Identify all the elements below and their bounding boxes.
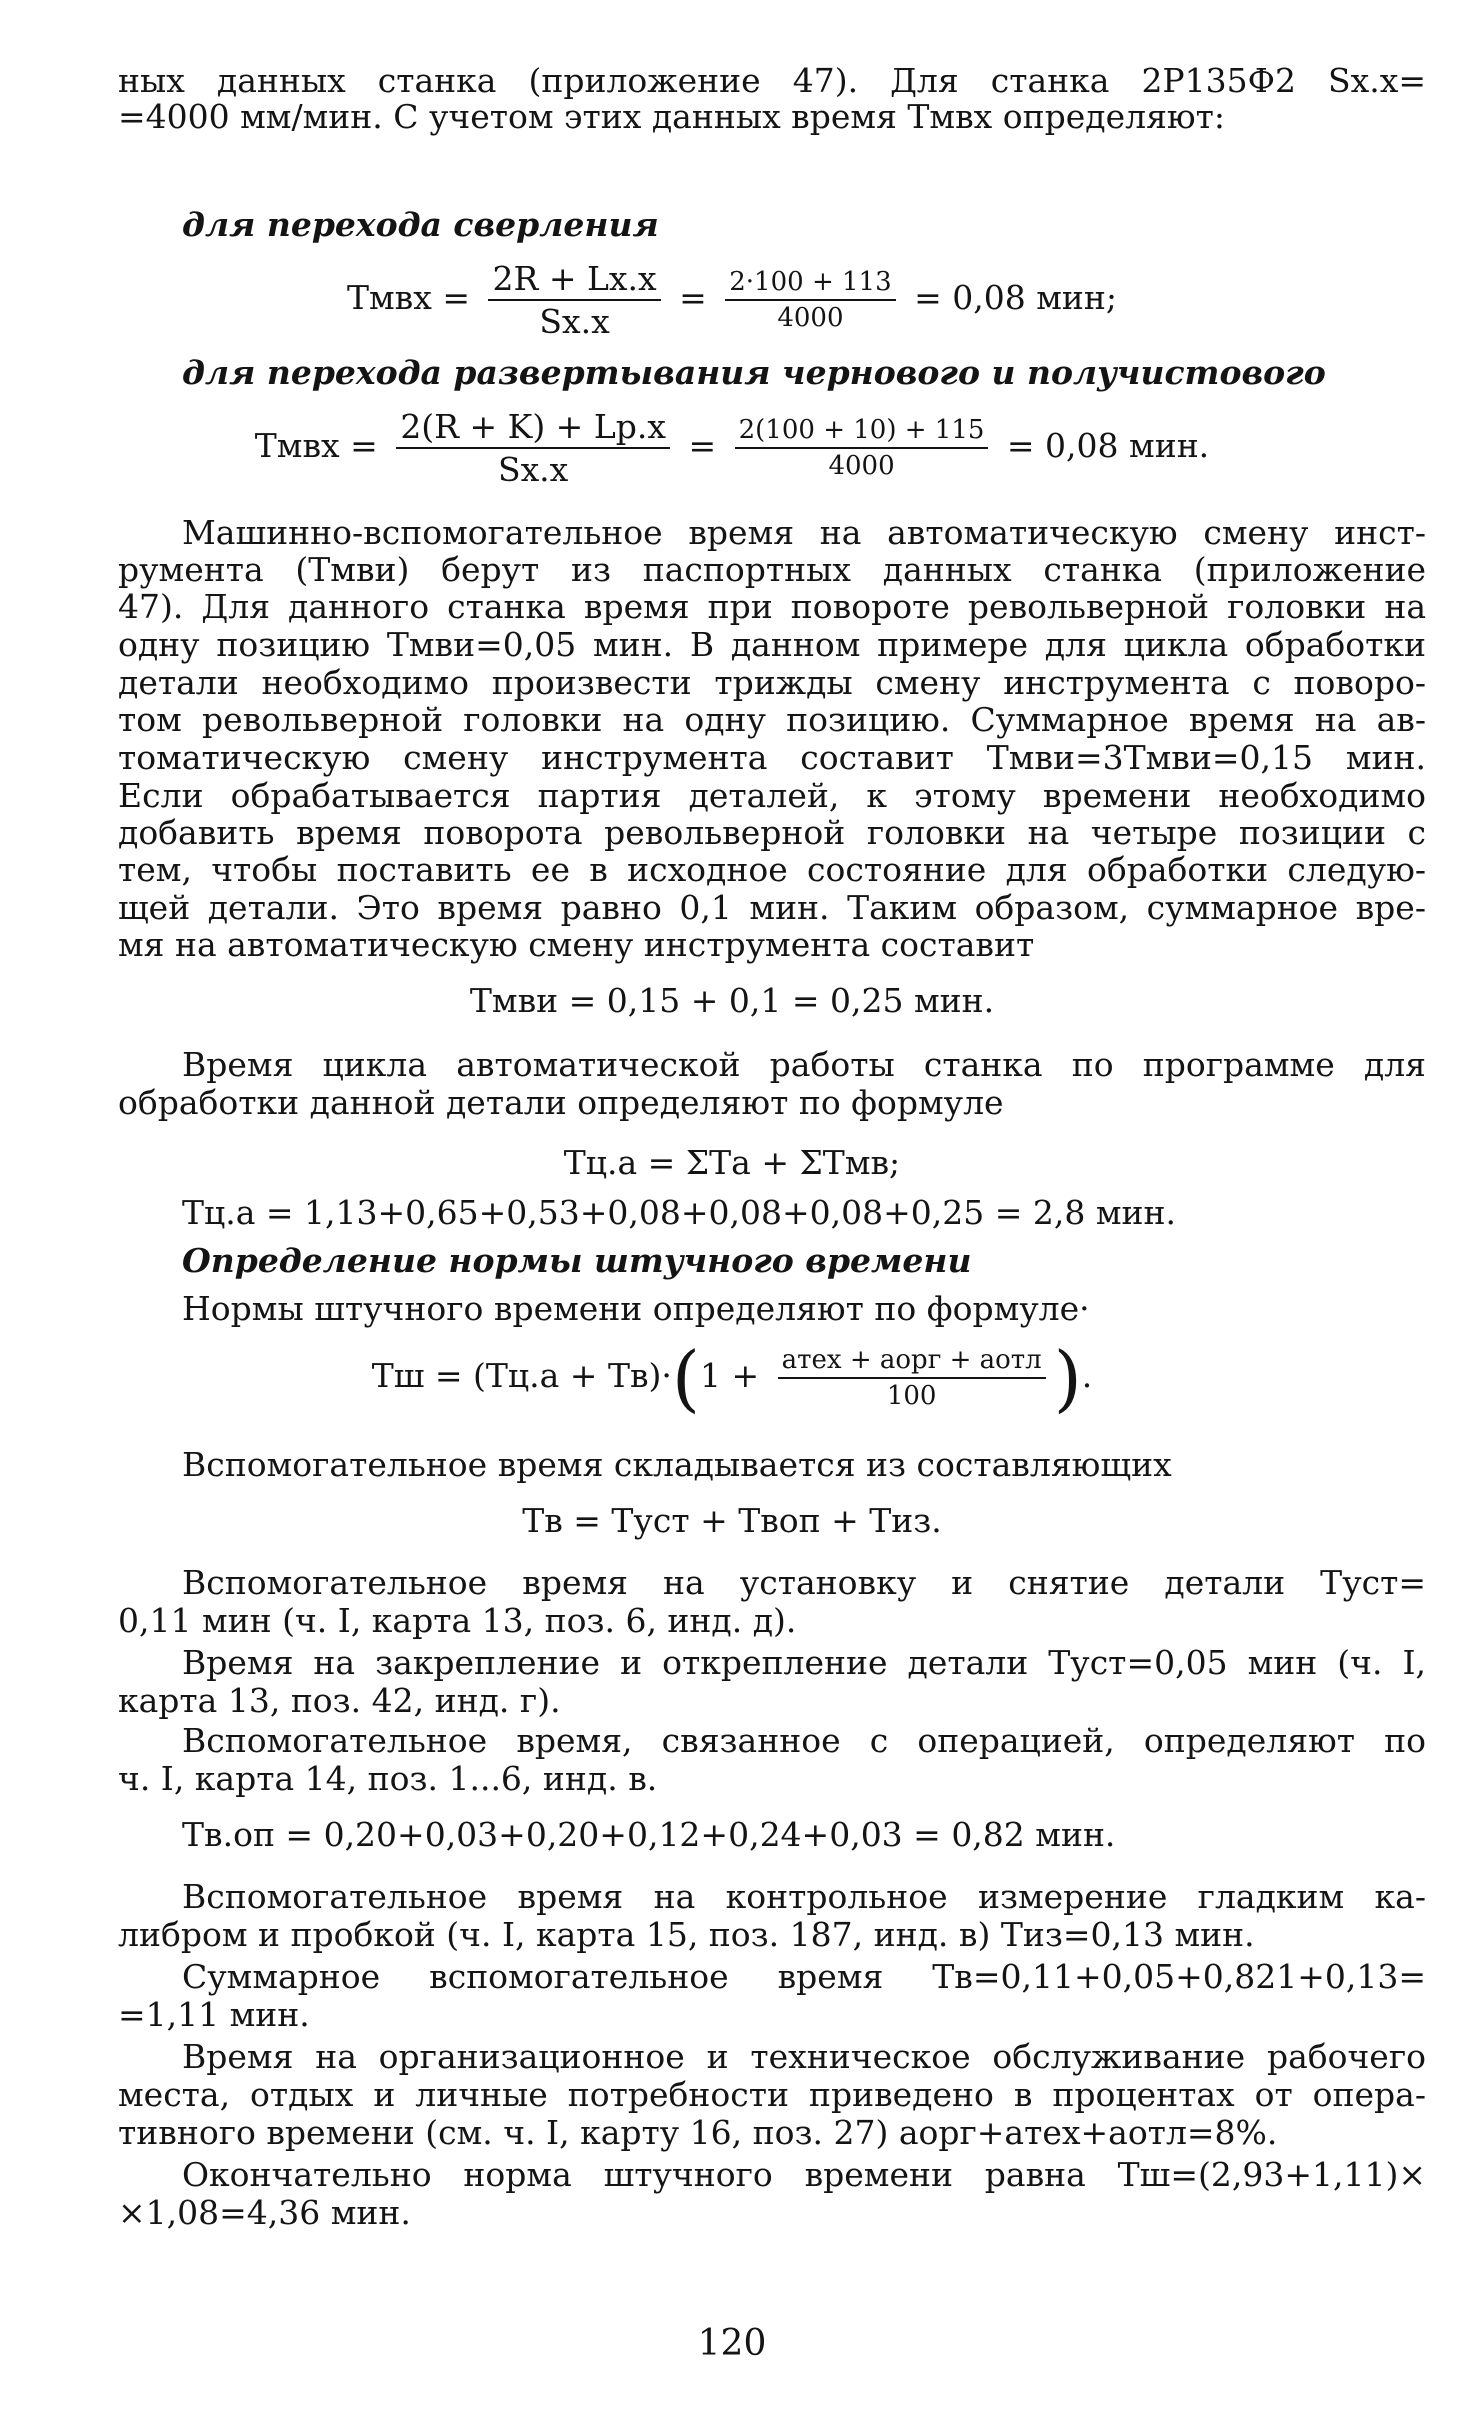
text-line: обработки данной детали определяют по формуле [118,1083,1004,1122]
formula-lhs: Тмвх = [254,426,378,465]
denominator: 100 [886,1381,937,1411]
formula-tool-change: Тмви = 0,15 + 0,1 = 0,25 мин. [469,981,995,1020]
denominator: Sх.х [539,302,610,341]
fraction [735,417,989,479]
text-line: Время цикла автоматической работы станка по программе для [182,1045,1426,1084]
text-line: Суммарное вспомогательное время Тв=0,11+0,05+0,821+0,13= [182,1957,1426,1996]
fraction [488,259,660,341]
formula-result: = 0,08 мин; [914,278,1118,317]
text-line: 47). Для данного станка время при повороте револьверной головки на [118,587,1426,626]
formula-operation-time: Тв.оп = 0,20+0,03+0,20+0,12+0,24+0,03 = 0,82 мин. [182,1815,1116,1854]
right-paren: ) [1053,1336,1082,1420]
formula-term: 1 + [700,1356,760,1395]
fraction [778,1347,1046,1409]
formula-cycle-time-values: Тц.а = 1,13+0,65+0,53+0,08+0,08+0,08+0,25 = 2,8 мин. [182,1193,1177,1232]
denominator: 4000 [777,303,844,333]
text-line: Время на организационное и техническое обслуживание рабочего [182,2037,1426,2076]
text-line: карта 13, поз. 42, инд. г). [118,1681,561,1720]
text-line: ×1,08=4,36 мин. [118,2193,411,2232]
text-line: Вспомогательное время складывается из составляющих [182,1445,1172,1484]
numerator: 2(100 + 10) + 115 [735,417,989,449]
formula-lhs: Тмвх = [346,278,470,317]
formula-result: = 0,08 мин. [1006,426,1210,465]
text-line: мя на автоматическую смену инструмента составит [118,925,1035,964]
text-line: 0,11 мин (ч. I, карта 13, поз. 6, инд. д). [118,1601,797,1640]
equals-sign: = [679,278,707,317]
page-number: 120 [697,2323,767,2364]
formula-reaming [0,407,1464,489]
text-line: либром и пробкой (ч. I, карта 15, поз. 187, инд. в) Тиз=0,13 мин. [118,1915,1255,1954]
left-paren: ( [671,1336,700,1420]
formula-piece-time [0,1336,1464,1420]
fraction [725,269,895,331]
text-line: Вспомогательное время, связанное с операцией, определяют по [182,1721,1426,1760]
text-line: том револьверной головки на одну позицию. Суммарное время на ав- [118,700,1426,739]
formula-lhs: Тш = (Тц.а + Тв)· [371,1356,672,1395]
text-line: Окончательно норма штучного времени равна Тш=(2,93+1,11)× [182,2155,1426,2194]
subheading-drilling: для перехода сверления [182,205,659,244]
equals-sign: = [688,426,717,465]
text-line: места, отдых и личные потребности приведено в процентах от опера- [118,2075,1426,2114]
text-line: томатическую смену инструмента составит Тмви=3Тмви=0,15 мин. [118,738,1426,777]
fraction [396,407,670,489]
text-line: Машинно-вспомогательное время на автоматическую смену инст- [182,513,1426,552]
formula-end: . [1081,1356,1093,1395]
text-line: тивного времени (см. ч. I, карту 16, поз. 27) аорг+атех+аотл=8%. [118,2113,1278,2152]
text-line: Нормы штучного времени определяют по формуле· [182,1289,1090,1328]
subheading-reaming: для перехода развертывания чернового и получистового [182,353,1326,392]
numerator: 2R + Lх.х [488,262,660,301]
denominator: Sх.х [497,450,569,489]
section-heading: Определение нормы штучного времени [182,1241,972,1280]
text-line: Вспомогательное время на установку и снятие детали Туст= [182,1563,1426,1602]
numerator: атех + аорг + аотл [778,1347,1046,1379]
text-line: ч. I, карта 14, поз. 1...6, инд. в. [118,1759,658,1798]
text-line: Вспомогательное время на контрольное измерение гладким ка- [182,1877,1426,1916]
text-line: детали необходимо произвести трижды смену инструмента с поворо- [118,663,1426,702]
text-line: щей детали. Это время равно 0,1 мин. Таким образом, суммарное вре- [118,888,1426,927]
text-line: =4000 мм/мин. С учетом этих данных время Тмвх определяют: [118,97,1225,136]
text-line: =1,11 мин. [118,1995,310,2034]
text-line: ных данных станка (приложение 47). Для станка 2Р135Ф2 Sх.х= [118,61,1426,100]
text-line: добавить время поворота револьверной головки на четыре позиции с [118,813,1426,852]
denominator: 4000 [828,451,895,481]
numerator: 2·100 + 113 [725,269,895,301]
text-line: тем, чтобы поставить ее в исходное состояние для обработки следую- [118,850,1426,889]
text-line: румента (Тмви) берут из паспортных данных станка (приложение [118,550,1426,589]
text-line: одну позицию Тмви=0,05 мин. В данном примере для цикла обработки [118,625,1426,664]
formula-drilling [0,259,1464,341]
formula-cycle-time: Тц.а = ΣТа + ΣТмв; [563,1143,901,1182]
formula-aux-time: Тв = Туст + Твоп + Тиз. [522,1501,942,1540]
numerator: 2(R + K) + Lр.х [396,410,670,449]
text-line: Если обрабатывается партия деталей, к этому времени необходимо [118,776,1426,815]
text-line: Время на закрепление и открепление детали Туст=0,05 мин (ч. I, [182,1643,1426,1682]
